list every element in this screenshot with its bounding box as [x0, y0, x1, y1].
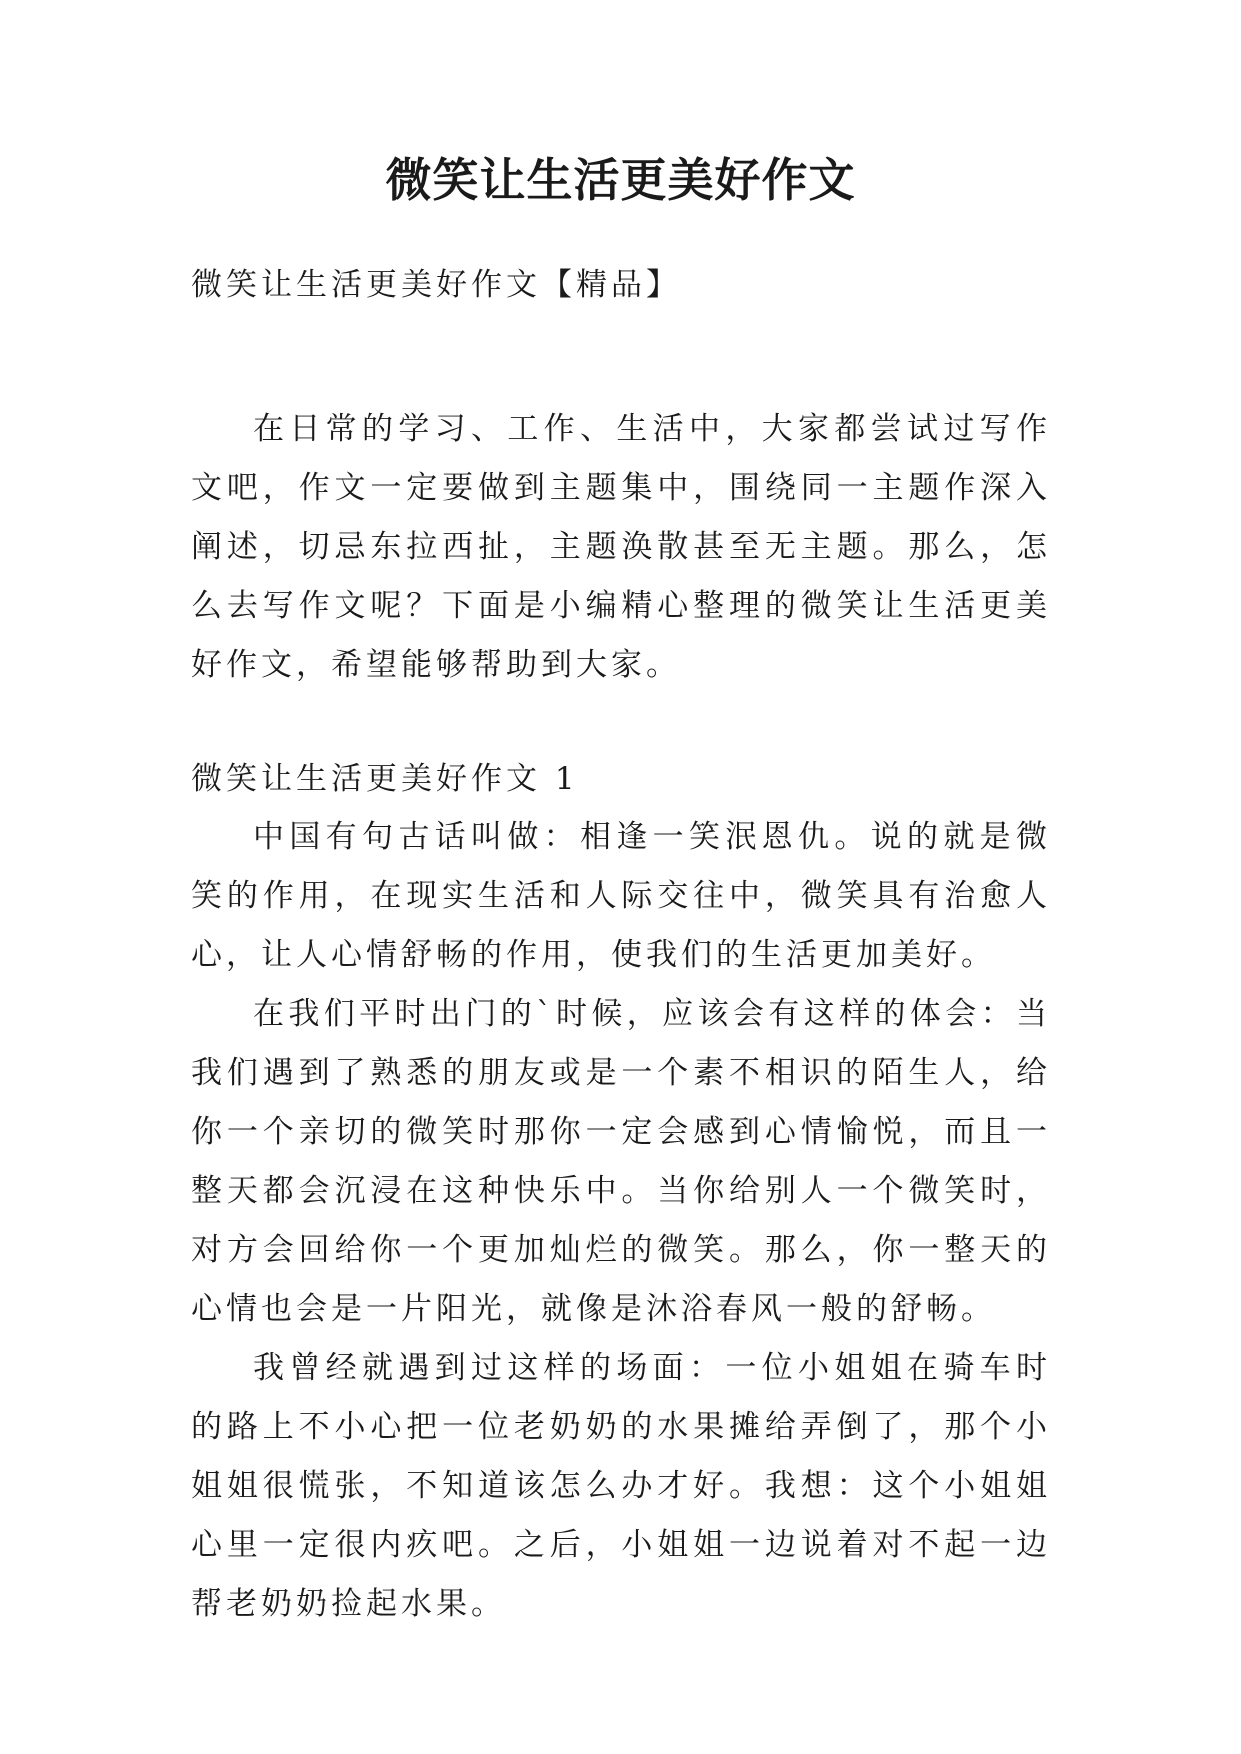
body-paragraph-1: 中国有句古话叫做：相逢一笑泯恩仇。说的就是微笑的作用，在现实生活和人际交往中，微笑具有治愈人心，让人心情舒畅的作用，使我们的生活更加美好。 — [191, 819, 1051, 973]
section-heading: 微笑让生活更美好作文 1 — [191, 761, 579, 797]
body-paragraph-2: 在我们平时出门的`时候，应该会有这样的体会：当我们遇到了熟悉的朋友或是一个素不相识的陌生人，给你一个亲切的微笑时那你一定会感到心情愉悦，而且一整天都会沉浸在这种快乐中。当你给别人一个微笑时，对方会回给你一个更加灿烂的微笑。那么，你一整天的心情也会是一片阳光，就像是沐浴春风一般的舒畅。 — [191, 996, 1051, 1327]
document-title: 微笑让生活更美好作文 — [385, 153, 856, 207]
section-body — [191, 808, 1051, 1634]
document-subtitle: 微笑让生活更美好作文【精品】 — [191, 267, 681, 303]
intro-paragraph: 在日常的学习、工作、生活中，大家都尝试过写作文吧，作文一定要做到主题集中，围绕同一主题作深入阐述，切忌东拉西扯，主题涣散甚至无主题。那么，怎么去写作文呢？下面是小编精心整理的微笑让生活更美好作文，希望能够帮助到大家。 — [191, 411, 1051, 683]
body-paragraph-3: 我曾经就遇到过这样的场面：一位小姐姐在骑车时的路上不小心把一位老奶奶的水果摊给弄倒了，那个小姐姐很慌张，不知道该怎么办才好。我想：这个小姐姐心里一定很内疚吧。之后，小姐姐一边说着对不起一边帮老奶奶捡起水果。 — [191, 1350, 1051, 1622]
